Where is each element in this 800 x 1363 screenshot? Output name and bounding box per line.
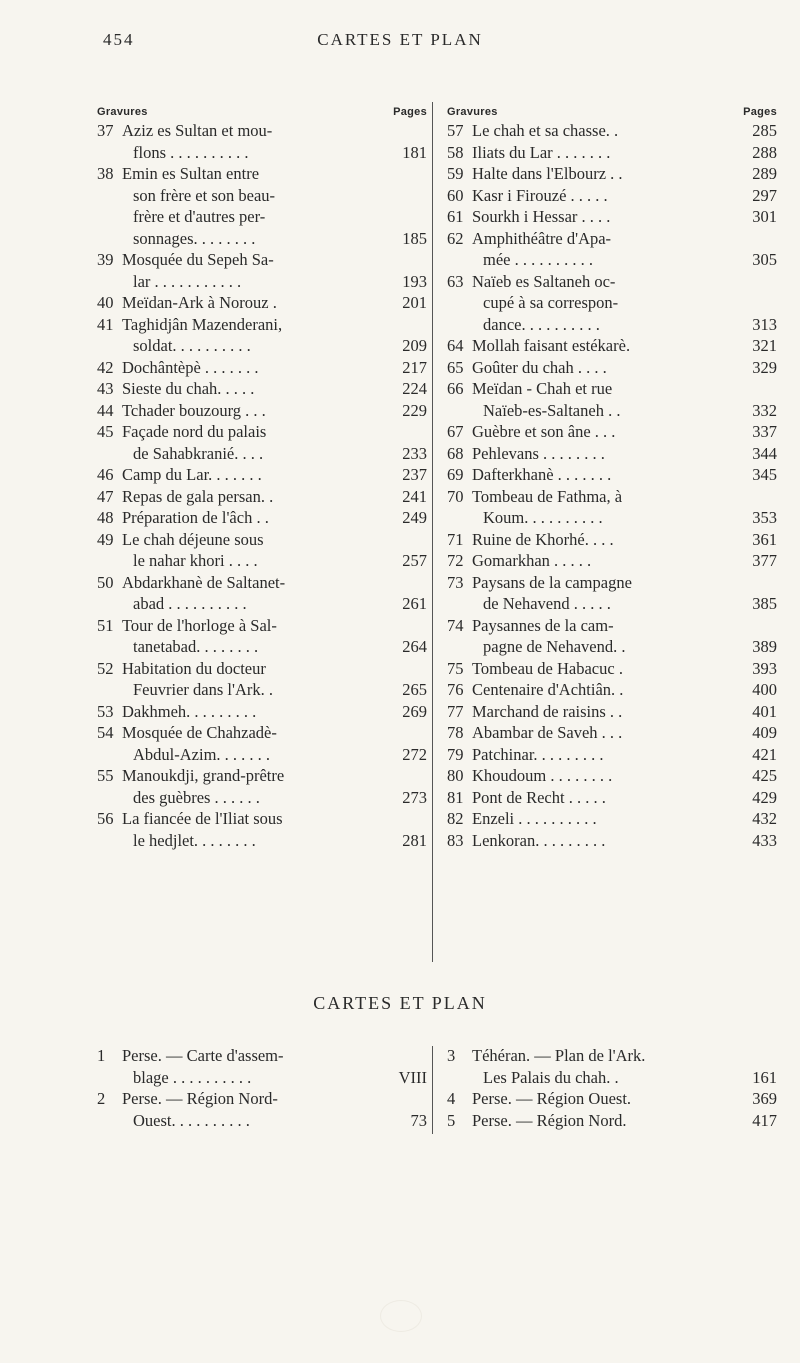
index-entry bbox=[447, 1088, 777, 1110]
index-entry bbox=[447, 1045, 777, 1088]
entry-number: 73 bbox=[447, 572, 464, 592]
entry-page-number: 393 bbox=[752, 658, 777, 678]
entry-title-line: Dochântèpè . . . . . . . bbox=[122, 357, 259, 377]
entry-title-line: Enzeli . . . . . . . . . . bbox=[472, 809, 597, 828]
entry-title-line: Centenaire d'Achtiân. . bbox=[472, 680, 624, 699]
entry-page-number: 429 bbox=[752, 787, 777, 807]
entry-number: 75 bbox=[447, 658, 464, 678]
entry-number: 37 bbox=[97, 121, 114, 140]
entry-number: 40 bbox=[97, 293, 114, 312]
index-entry bbox=[97, 120, 427, 163]
entry-page-number: 285 bbox=[752, 121, 777, 140]
entry-page-number: 377 bbox=[752, 551, 777, 570]
entry-page-number: 425 bbox=[752, 766, 777, 785]
entry-page-number: 361 bbox=[752, 529, 777, 549]
index-entry bbox=[447, 787, 777, 809]
gravures-left-column bbox=[97, 100, 427, 851]
entry-title-line: Tombeau de Habacuc . bbox=[472, 658, 623, 678]
gravures-label: Gravures bbox=[97, 106, 148, 118]
entry-number: 43 bbox=[97, 379, 114, 398]
pages-label: Pages bbox=[393, 106, 427, 118]
entry-number: 64 bbox=[447, 336, 464, 355]
column-header bbox=[447, 100, 777, 120]
entry-title-line: La fiancée de l'Iliat sous bbox=[122, 809, 283, 828]
entry-title-line: Patchinar. . . . . . . . . bbox=[472, 744, 604, 764]
entry-page-number: 185 bbox=[402, 228, 427, 248]
index-entry bbox=[97, 378, 427, 400]
entry-number: 5 bbox=[447, 1110, 456, 1130]
gravures-list bbox=[97, 120, 427, 851]
entry-title-line: mée . . . . . . . . . . bbox=[483, 250, 593, 269]
index-entry bbox=[447, 529, 777, 551]
entry-title-line: Habitation du docteur bbox=[122, 658, 266, 678]
index-entry bbox=[447, 443, 777, 465]
entry-page-number: 241 bbox=[402, 486, 427, 506]
entry-title-line: tanetabad. . . . . . . . bbox=[133, 637, 259, 656]
entry-number: 58 bbox=[447, 142, 464, 162]
index-entry bbox=[97, 357, 427, 379]
entry-title-line: Abdul-Azim. . . . . . . bbox=[133, 744, 271, 764]
entry-number: 55 bbox=[97, 766, 114, 785]
index-entry bbox=[97, 701, 427, 723]
entry-page-number: 201 bbox=[402, 293, 427, 312]
entry-title-line: Kasr i Firouzé . . . . . bbox=[472, 185, 608, 205]
entry-title-line: Goûter du chah . . . . bbox=[472, 357, 607, 377]
entry-title-line: Tombeau de Fathma, à bbox=[472, 486, 623, 506]
entry-title-line: Repas de gala persan. . bbox=[122, 486, 274, 506]
entry-title-line: cupé à sa correspon- bbox=[483, 293, 619, 312]
entry-page-number: 281 bbox=[402, 830, 427, 850]
entry-title-line: pagne de Nehavend. . bbox=[483, 637, 626, 656]
entry-title-line: son frère et son beau- bbox=[133, 185, 276, 205]
column-divider bbox=[432, 102, 433, 962]
entry-title-line: Dakhmeh. . . . . . . . . bbox=[122, 701, 257, 721]
entry-number: 81 bbox=[447, 787, 464, 807]
entry-page-number: 209 bbox=[402, 336, 427, 355]
entry-title-line: Emin es Sultan entre bbox=[122, 164, 260, 183]
index-entry bbox=[97, 464, 427, 486]
entry-page-number: 289 bbox=[752, 164, 777, 183]
entry-page-number: 417 bbox=[752, 1110, 777, 1130]
page-header bbox=[0, 30, 800, 54]
entry-number: 78 bbox=[447, 723, 464, 742]
entry-page-number: 369 bbox=[752, 1089, 777, 1108]
entry-page-number: 433 bbox=[752, 830, 777, 850]
entry-number: 54 bbox=[97, 723, 114, 742]
entry-page-number: 353 bbox=[752, 508, 777, 527]
entry-number: 71 bbox=[447, 529, 464, 549]
entry-page-number: 273 bbox=[402, 787, 427, 807]
entry-title-line: Perse. — Région Ouest. bbox=[472, 1089, 632, 1108]
entry-number: 69 bbox=[447, 465, 464, 484]
entry-title-line: Tchader bouzourg . . . bbox=[122, 400, 266, 420]
index-entry bbox=[447, 464, 777, 486]
entry-number: 57 bbox=[447, 121, 464, 140]
entry-number: 1 bbox=[97, 1046, 106, 1065]
index-entry bbox=[447, 1110, 777, 1132]
entry-page-number: 400 bbox=[752, 680, 777, 699]
index-entry bbox=[447, 572, 777, 615]
entry-number: 72 bbox=[447, 551, 464, 570]
entry-title-line: Amphithéâtre d'Apa- bbox=[472, 228, 612, 248]
index-entry bbox=[97, 765, 427, 808]
entry-page-number: 233 bbox=[402, 443, 427, 463]
index-entry bbox=[447, 615, 777, 658]
entry-page-number: 181 bbox=[402, 142, 427, 162]
entry-page-number: 385 bbox=[752, 594, 777, 613]
entry-title-line: Perse. — Région Nord- bbox=[122, 1089, 278, 1108]
entry-page-number: 344 bbox=[752, 443, 777, 463]
entry-title-line: le nahar khori . . . . bbox=[133, 551, 258, 570]
entry-number: 77 bbox=[447, 701, 464, 721]
entry-page-number: 265 bbox=[402, 680, 427, 699]
index-entry bbox=[447, 550, 777, 572]
index-entry bbox=[97, 658, 427, 701]
entry-number: 50 bbox=[97, 572, 114, 592]
entry-page-number: 193 bbox=[402, 271, 427, 291]
index-entry bbox=[447, 722, 777, 744]
index-entry bbox=[447, 185, 777, 207]
entry-title-line: Koum. . . . . . . . . . bbox=[483, 508, 603, 527]
entry-page-number: 224 bbox=[402, 379, 427, 398]
index-entry bbox=[447, 830, 777, 852]
entry-number: 46 bbox=[97, 465, 114, 484]
column-header bbox=[97, 100, 427, 120]
entry-title-line: Paysannes de la cam- bbox=[472, 615, 614, 635]
index-entry bbox=[447, 701, 777, 723]
entry-number: 76 bbox=[447, 680, 464, 699]
entry-number: 49 bbox=[97, 529, 114, 549]
index-entry bbox=[97, 314, 427, 357]
running-title: CARTES ET PLAN bbox=[317, 30, 483, 49]
entry-page-number: 305 bbox=[752, 250, 777, 269]
index-entry bbox=[97, 1088, 427, 1131]
paper-smudge bbox=[380, 1300, 422, 1332]
entry-title-line: abad . . . . . . . . . . bbox=[133, 594, 247, 613]
index-entry bbox=[447, 335, 777, 357]
index-entry bbox=[447, 163, 777, 185]
entry-number: 70 bbox=[447, 486, 464, 506]
entry-page-number: 229 bbox=[402, 400, 427, 420]
entry-title-line: Ruine de Khorhé. . . . bbox=[472, 529, 614, 549]
entry-page-number: 288 bbox=[752, 142, 777, 162]
maps-right-column bbox=[447, 1045, 777, 1131]
entry-page-number: 332 bbox=[752, 400, 777, 420]
entry-page-number: 261 bbox=[402, 594, 427, 613]
entry-title-line: Sourkh i Hessar . . . . bbox=[472, 207, 611, 226]
index-entry bbox=[97, 529, 427, 572]
entry-title-line: Le chah et sa chasse. . bbox=[472, 121, 619, 140]
entry-title-line: Mollah faisant estékarè. bbox=[472, 336, 631, 355]
entry-title-line: Naïeb es Saltaneh oc- bbox=[472, 271, 616, 291]
entry-title-line: Manoukdji, grand-prêtre bbox=[122, 766, 285, 785]
entry-page-number: 272 bbox=[402, 744, 427, 764]
entry-number: 80 bbox=[447, 766, 464, 785]
index-entry bbox=[447, 679, 777, 701]
index-entry bbox=[447, 744, 777, 766]
index-entry bbox=[447, 357, 777, 379]
entry-page-number: 432 bbox=[752, 809, 777, 828]
gravures-right-column bbox=[447, 100, 777, 851]
entry-page-number: 73 bbox=[410, 1110, 427, 1130]
index-entry bbox=[447, 142, 777, 164]
entry-number: 82 bbox=[447, 809, 464, 828]
entry-title-line: Préparation de l'âch . . bbox=[122, 508, 269, 527]
entry-title-line: Mosquée du Sepeh Sa- bbox=[122, 250, 274, 269]
entry-title-line: Iliats du Lar . . . . . . . bbox=[472, 142, 611, 162]
entry-number: 3 bbox=[447, 1046, 456, 1065]
entry-title-line: sonnages. . . . . . . . bbox=[133, 228, 256, 248]
entry-title-line: dance. . . . . . . . . . bbox=[483, 314, 600, 334]
entry-number: 38 bbox=[97, 164, 114, 183]
index-entry bbox=[447, 228, 777, 271]
entry-page-number: 345 bbox=[752, 465, 777, 484]
entry-number: 45 bbox=[97, 422, 114, 441]
index-entry bbox=[447, 120, 777, 142]
pages-label: Pages bbox=[743, 106, 777, 118]
index-entry bbox=[447, 765, 777, 787]
entry-page-number: 313 bbox=[752, 314, 777, 334]
entry-title-line: Abdarkhanè de Saltanet- bbox=[122, 572, 286, 592]
index-entry bbox=[447, 486, 777, 529]
index-entry bbox=[97, 400, 427, 422]
entry-page-number: 301 bbox=[752, 207, 777, 226]
entry-page-number: 329 bbox=[752, 357, 777, 377]
index-entry bbox=[447, 378, 777, 421]
entry-title-line: Lenkoran. . . . . . . . . bbox=[472, 830, 606, 850]
entry-page-number: 297 bbox=[752, 185, 777, 205]
index-entry bbox=[97, 421, 427, 464]
entry-title-line: Perse. — Carte d'assem- bbox=[122, 1046, 284, 1065]
entry-title-line: Paysans de la campagne bbox=[472, 572, 632, 592]
entry-number: 68 bbox=[447, 443, 464, 463]
entry-page-number: 269 bbox=[402, 701, 427, 721]
entry-title-line: Pehlevans . . . . . . . . bbox=[472, 443, 605, 463]
entry-number: 63 bbox=[447, 271, 464, 291]
index-entry bbox=[97, 292, 427, 314]
entry-title-line: le hedjlet. . . . . . . . bbox=[133, 830, 256, 850]
entry-page-number: 409 bbox=[752, 723, 777, 742]
entry-title-line: Les Palais du chah. . bbox=[483, 1067, 619, 1087]
entry-number: 83 bbox=[447, 830, 464, 850]
entry-page-number: 161 bbox=[752, 1067, 777, 1087]
index-entry bbox=[97, 1045, 427, 1088]
entry-title-line: Mosquée de Chahzadè- bbox=[122, 723, 277, 742]
entry-page-number: 217 bbox=[402, 357, 427, 377]
entry-number: 56 bbox=[97, 809, 114, 828]
entry-title-line: de Sahabkranié. . . . bbox=[133, 443, 264, 463]
entry-title-line: Pont de Recht . . . . . bbox=[472, 787, 606, 807]
entry-title-line: blage . . . . . . . . . . bbox=[133, 1067, 252, 1087]
index-entry bbox=[97, 808, 427, 851]
page-number: 454 bbox=[103, 30, 135, 49]
entry-number: 61 bbox=[447, 207, 464, 226]
entry-number: 79 bbox=[447, 744, 464, 764]
entry-number: 4 bbox=[447, 1089, 456, 1108]
entry-number: 74 bbox=[447, 615, 464, 635]
entry-title-line: Façade nord du palais bbox=[122, 422, 267, 441]
index-entry bbox=[97, 486, 427, 508]
entry-title-line: Aziz es Sultan et mou- bbox=[122, 121, 273, 140]
entry-title-line: Meïdan-Ark à Norouz . bbox=[122, 293, 277, 312]
index-entry bbox=[447, 808, 777, 830]
entry-page-number: 337 bbox=[752, 422, 777, 441]
entry-number: 65 bbox=[447, 357, 464, 377]
maps-left-column bbox=[97, 1045, 427, 1131]
entry-number: 66 bbox=[447, 379, 464, 398]
entry-page-number: VIII bbox=[398, 1067, 427, 1087]
entry-number: 67 bbox=[447, 422, 464, 441]
index-entry bbox=[97, 163, 427, 249]
entry-title-line: Tour de l'horloge à Sal- bbox=[122, 615, 277, 635]
entry-page-number: 421 bbox=[752, 744, 777, 764]
entry-number: 48 bbox=[97, 508, 114, 527]
entry-title-line: soldat. . . . . . . . . . bbox=[133, 336, 251, 355]
entry-number: 2 bbox=[97, 1089, 106, 1108]
entry-page-number: 389 bbox=[752, 637, 777, 656]
entry-number: 51 bbox=[97, 615, 114, 635]
entry-title-line: Dafterkhanè . . . . . . . bbox=[472, 465, 612, 484]
index-entry bbox=[97, 572, 427, 615]
entry-title-line: Gomarkhan . . . . . bbox=[472, 551, 592, 570]
entry-number: 53 bbox=[97, 701, 114, 721]
gravures-label: Gravures bbox=[447, 106, 498, 118]
entry-title-line: Taghidjân Mazenderani, bbox=[122, 314, 283, 334]
index-entry bbox=[447, 421, 777, 443]
entry-title-line: Ouest. . . . . . . . . . bbox=[133, 1110, 250, 1130]
entry-title-line: Guèbre et son âne . . . bbox=[472, 422, 616, 441]
index-entry bbox=[447, 271, 777, 336]
entry-title-line: de Nehavend . . . . . bbox=[483, 594, 611, 613]
entry-number: 41 bbox=[97, 314, 114, 334]
entry-number: 52 bbox=[97, 658, 114, 678]
entry-page-number: 264 bbox=[402, 637, 427, 656]
cartes-section-title: CARTES ET PLAN bbox=[313, 993, 487, 1013]
index-entry bbox=[97, 507, 427, 529]
index-entry bbox=[97, 249, 427, 292]
entry-title-line: Khoudoum . . . . . . . . bbox=[472, 766, 613, 785]
entry-number: 60 bbox=[447, 185, 464, 205]
entry-title-line: frère et d'autres per- bbox=[133, 207, 266, 226]
gravures-list bbox=[447, 120, 777, 851]
entry-title-line: Meïdan - Chah et rue bbox=[472, 379, 613, 398]
entry-title-line: lar . . . . . . . . . . . bbox=[133, 271, 242, 291]
entry-title-line: Sieste du chah. . . . . bbox=[122, 379, 255, 398]
entry-title-line: Abambar de Saveh . . . bbox=[472, 723, 623, 742]
column-divider bbox=[432, 1046, 433, 1134]
entry-title-line: flons . . . . . . . . . . bbox=[133, 142, 249, 162]
entry-number: 42 bbox=[97, 357, 114, 377]
entry-number: 39 bbox=[97, 250, 114, 269]
index-entry bbox=[447, 658, 777, 680]
entry-title-line: Feuvrier dans l'Ark. . bbox=[133, 680, 273, 699]
entry-title-line: Naïeb-es-Saltaneh . . bbox=[483, 400, 621, 420]
entry-title-line: des guèbres . . . . . . bbox=[133, 787, 260, 807]
entry-page-number: 401 bbox=[752, 701, 777, 721]
entry-page-number: 249 bbox=[402, 508, 427, 527]
index-entry bbox=[97, 722, 427, 765]
entry-page-number: 237 bbox=[402, 465, 427, 484]
entry-number: 44 bbox=[97, 400, 114, 420]
entry-number: 62 bbox=[447, 228, 464, 248]
entry-title-line: Halte dans l'Elbourz . . bbox=[472, 164, 623, 183]
entry-number: 47 bbox=[97, 486, 114, 506]
entry-page-number: 321 bbox=[752, 336, 777, 355]
entry-title-line: Marchand de raisins . . bbox=[472, 701, 623, 721]
index-entry bbox=[447, 206, 777, 228]
entry-title-line: Perse. — Région Nord. bbox=[472, 1110, 627, 1130]
entry-number: 59 bbox=[447, 164, 464, 183]
index-entry bbox=[97, 615, 427, 658]
entry-title-line: Le chah déjeune sous bbox=[122, 529, 264, 549]
entry-title-line: Camp du Lar. . . . . . . bbox=[122, 465, 262, 484]
entry-title-line: Téhéran. — Plan de l'Ark. bbox=[472, 1046, 646, 1065]
entry-page-number: 257 bbox=[402, 551, 427, 570]
